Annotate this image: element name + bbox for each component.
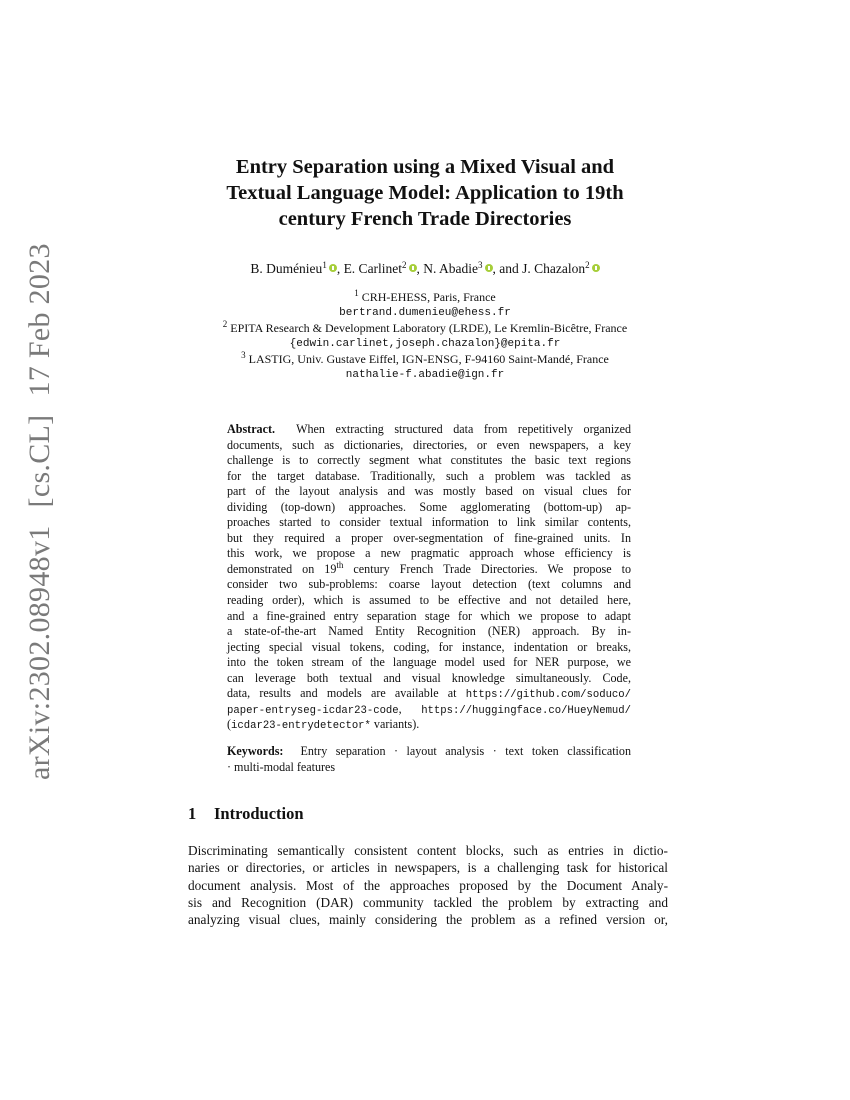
title-line: century French Trade Directories <box>278 208 572 230</box>
author-name: E. Carlinet <box>343 261 403 276</box>
abstract-line: proaches started to consider textual information to link similar contents, <box>227 515 631 530</box>
intro-line: naries or directories, or articles in newspapers, is a challenging task for historical <box>188 860 668 876</box>
abstract-line: challenge is to correctly segment what constitutes the basic text regions <box>227 453 631 468</box>
abstract-line: dividing (top-down) approaches. Some agglomerating (bottom-up) ap- <box>227 499 631 514</box>
keywords-line: · multi-modal features <box>227 759 336 774</box>
abstract-line: Abstract. When extracting structured data from repetitively organized <box>227 422 631 436</box>
affiliation-name: LASTIG, Univ. Gustave Eiffel, IGN-ENSG, F-94160 Saint-Mandé, France <box>248 352 609 366</box>
abstract-line: but they required a proper over-segmentation of fine-grained units. In <box>227 530 631 545</box>
abstract-line: part of the layout analysis and was mostly based on visual clues for <box>227 484 631 499</box>
title-line: Textual Language Model: Application to 19th <box>226 182 624 204</box>
abstract-line: into the token stream of the language model used for NER purpose, we <box>227 655 631 670</box>
abstract-line: paper-entryseg-icdar23-code, https://huggingface.co/HueyNemud/ <box>227 701 631 717</box>
author-separator: , <box>336 261 344 276</box>
affiliation-email[interactable]: nathalie-f.abadie@ign.fr <box>345 369 505 381</box>
author-affil-mark: 1 <box>322 260 327 270</box>
affiliation-mark: 2 <box>222 319 228 329</box>
affiliation-mark: 1 <box>354 288 359 298</box>
affiliation-name: EPITA Research & Development Laboratory (LRDE), Le Kremlin-Bicêtre, France <box>230 321 628 335</box>
affiliation-email[interactable]: {edwin.carlinet,joseph.chazalon}@epita.fr <box>289 338 561 350</box>
abstract-line: jecting special visual tokens, coding, for instance, indentation or breaks, <box>227 639 631 654</box>
intro-line: document analysis. Most of the approaches proposed by the Document Analy- <box>188 877 668 893</box>
author-name: B. Duménieu <box>250 261 323 276</box>
abstract-line: data, results and models are available at https://github.com/soduco/ <box>227 686 631 702</box>
affiliation-1 <box>150 290 700 305</box>
author-list <box>150 260 700 278</box>
abstract-line: consider two sub-problems: coarse layout detection (text columns and <box>227 577 631 592</box>
author-separator: , <box>416 261 424 276</box>
section-title: Introduction <box>214 804 304 823</box>
abstract-line: reading order), which is assumed to be effective and not detailed here, <box>227 593 631 608</box>
orcid-icon[interactable] <box>329 264 337 272</box>
intro-line: Discriminating semantically consistent content blocks, such as entries in dictio- <box>188 843 668 858</box>
abstract-line: can leverage both textual and visual knowledge simultaneously. Code, <box>227 670 631 685</box>
intro-line: sis and Recognition (DAR) community tackled the problem by extracting and <box>188 894 668 910</box>
code-url-link[interactable]: https://github.com/soduco/ <box>465 689 631 702</box>
author-name: N. Abadie <box>423 261 479 276</box>
author-affil-mark: 2 <box>585 260 590 270</box>
keywords-line: Keywords: Entry separation · layout analysis · text token classification <box>227 744 632 758</box>
abstract-line: and a fine-grained entry separation stage for which we propose to adapt <box>227 608 631 623</box>
affiliation-name: CRH-EHESS, Paris, France <box>361 290 496 304</box>
affiliation-email[interactable]: bertrand.dumenieu@ehess.fr <box>339 307 511 319</box>
keywords-label: Keywords: <box>227 744 284 758</box>
orcid-icon[interactable] <box>409 264 417 272</box>
author-separator: , and <box>492 261 523 276</box>
author-affil-mark: 2 <box>402 260 407 270</box>
affiliation-3 <box>150 352 700 367</box>
abstract-line: for the target database. Traditionally, such a problem was tackled as <box>227 468 631 483</box>
keywords <box>227 744 631 775</box>
huggingface-url-link[interactable]: https://huggingface.co/HueyNemud/ <box>421 704 631 717</box>
intro-line: analyzing visual clues, mainly considering the problem as a refined version or, <box>188 912 668 928</box>
affiliation-2 <box>150 321 700 336</box>
section-heading <box>188 804 304 824</box>
author-affil-mark: 3 <box>478 260 483 270</box>
abstract-line: documents, such as dictionaries, directories, or even newspapers, a key <box>227 437 631 452</box>
title-line: Entry Separation using a Mixed Visual and <box>235 156 615 178</box>
arxiv-id: arXiv:2302.08948v1 <box>23 525 56 780</box>
abstract-line: demonstrated on 19th century French Trade Directories. We propose to <box>227 559 632 576</box>
orcid-icon[interactable] <box>485 264 493 272</box>
affiliation-mark: 3 <box>241 350 246 360</box>
paper-title <box>150 154 700 232</box>
arxiv-category: [cs.CL] <box>23 414 56 508</box>
abstract-label: Abstract. <box>227 422 276 436</box>
abstract-line: this work, we propose a new pragmatic approach whose efficiency is <box>227 546 631 561</box>
orcid-icon[interactable] <box>592 264 600 272</box>
section-number: 1 <box>188 804 197 823</box>
abstract-line: a state-of-the-art Named Entity Recognition (NER) approach. By in- <box>227 624 631 639</box>
arxiv-side-stamp <box>20 243 60 780</box>
code-url-link-cont[interactable]: paper-entryseg-icdar23-code <box>227 704 399 717</box>
abstract-line: (icdar23-entrydetector* variants). <box>227 717 420 733</box>
model-variant-name[interactable]: icdar23-entrydetector* <box>231 720 371 733</box>
author-name: J. Chazalon <box>522 261 586 276</box>
arxiv-date: 17 Feb 2023 <box>23 243 56 397</box>
intro-paragraph <box>188 842 668 928</box>
abstract <box>227 422 631 733</box>
